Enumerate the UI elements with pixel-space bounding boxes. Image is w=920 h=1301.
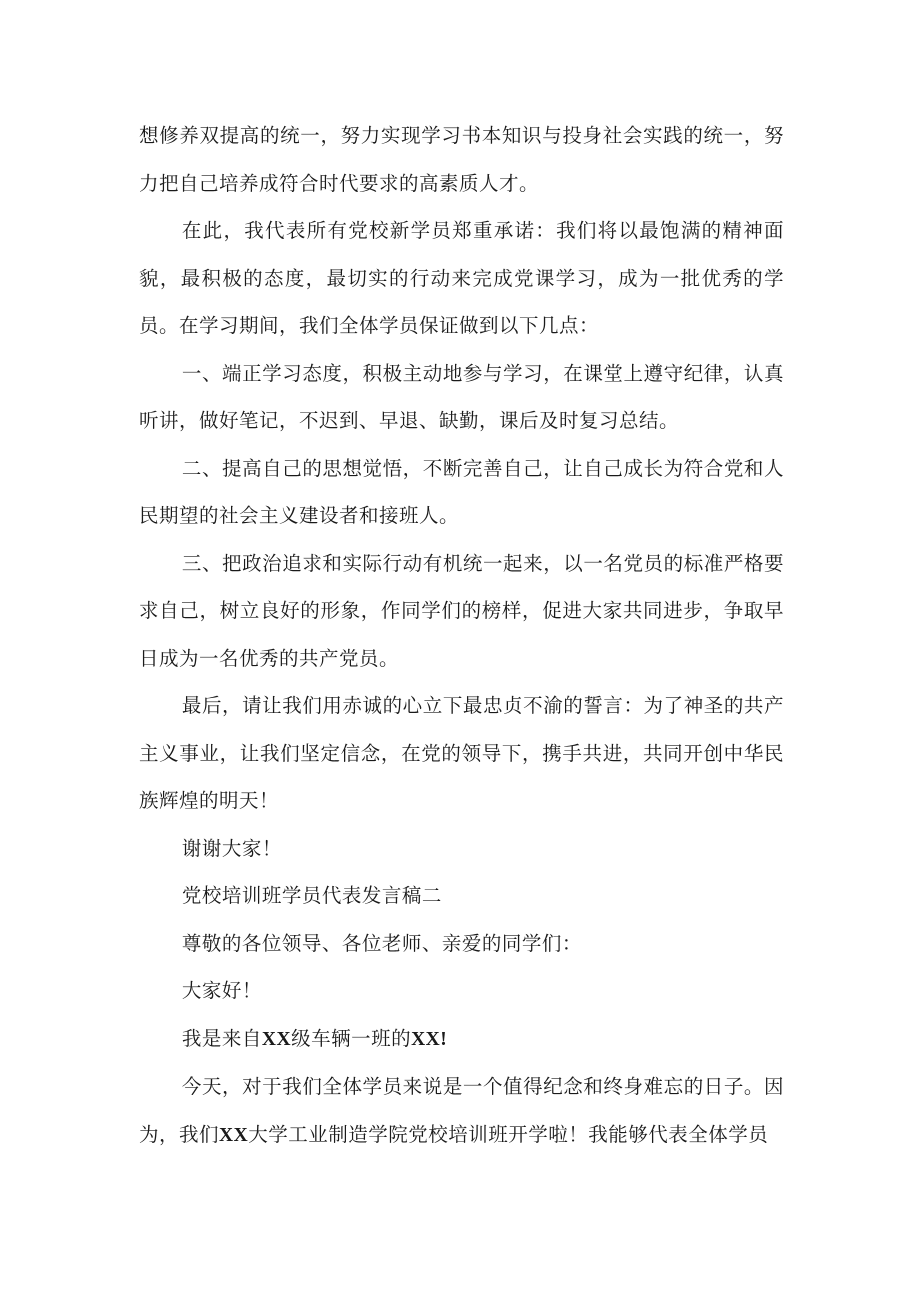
paragraph-oath: 最后，请让我们用赤诚的心立下最忠贞不渝的誓言：为了神圣的共产主义事业，让我们坚定信念，在党的领导下，携手共进，共同开创中华民族辉煌的明天！: [139, 694, 784, 812]
paragraph-intro: [139, 1015, 784, 1064]
intro-bold-2: XX!: [411, 1028, 448, 1050]
intro-bold-1: XX: [261, 1028, 292, 1050]
paragraph-opening-day: [139, 1063, 784, 1159]
paragraph-point-one: 一、端正学习态度，积极主动地参与学习，在课堂上遵守纪律，认真听讲，做好笔记，不迟到、早退、缺勤，课后及时复习总结。: [139, 361, 784, 432]
paragraph-point-three: 三、把政治追求和实际行动有机统一起来，以一名党员的标准严格要求自己，树立良好的形象，作同学们的榜样，促进大家共同进步，争取早日成为一名优秀的共产党员。: [139, 551, 784, 670]
intro-text-2: 级车辆一班的: [291, 1026, 412, 1050]
paragraph-thanks: 谢谢大家！: [181, 836, 282, 860]
paragraph-salutation: 尊敬的各位领导、各位老师、亲爱的同学们：: [181, 931, 582, 955]
paragraph-point-two: 二、提高自己的思想觉悟，不断完善自己，让自己成长为符合党和人民期望的社会主义建设者和接班人。: [139, 456, 784, 527]
paragraph-greeting: 大家好！: [181, 979, 262, 1002]
paragraph-continuation: 想修养双提高的统一，努力实现学习书本知识与投身社会实践的统一，努力把自己培养成符合时代要求的高素质人才。: [139, 124, 784, 195]
intro-text-1: 我是来自: [181, 1026, 262, 1050]
document-page: [139, 112, 784, 1159]
opening-bold-1: XX: [219, 1124, 249, 1146]
section-title: 党校培训班学员代表发言稿二: [181, 884, 442, 907]
paragraph-pledge: 在此，我代表所有党校新学员郑重承诺：我们将以最饱满的精神面貌，最积极的态度，最切实的行动来完成党课学习，成为一批优秀的学员。在学习期间，我们全体学员保证做到以下几点：: [139, 219, 784, 337]
opening-text-1: 今天，对于我们全体学员来说是一个值得纪念和终身难忘的日子。因为，我们: [139, 1075, 784, 1146]
opening-text-2: 大学工业制造学院党校培训班开学啦！我能够代表全体学员: [248, 1122, 769, 1146]
